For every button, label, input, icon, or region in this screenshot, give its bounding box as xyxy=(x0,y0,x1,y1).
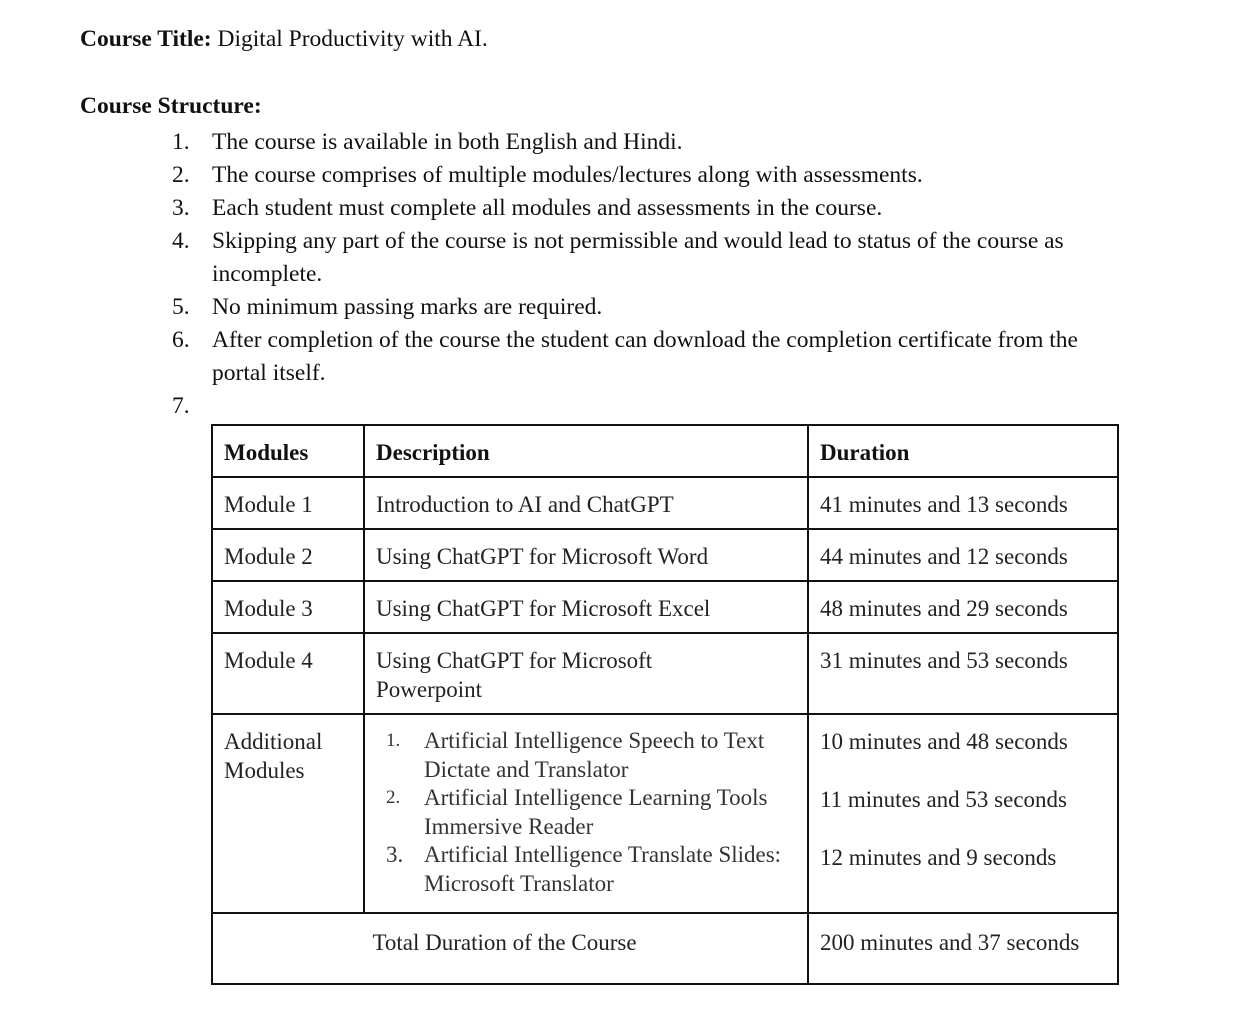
duration-text: 11 minutes and 53 seconds xyxy=(820,787,1068,812)
list-text: The course comprises of multiple modules/lectures along with assessments. xyxy=(212,162,923,188)
description-cell: Using ChatGPT for Microsoft Excel xyxy=(364,581,808,633)
table-row-total xyxy=(212,913,1118,984)
list-text: No minimum passing marks are required. xyxy=(212,294,603,320)
description-cell: Introduction to AI and ChatGPT xyxy=(364,477,808,529)
course-title-label: Course Title: xyxy=(80,26,212,52)
duration-text: 10 minutes and 48 seconds xyxy=(820,729,1068,754)
table-row xyxy=(212,581,1118,633)
table-row xyxy=(212,477,1118,529)
module-cell: Module 3 xyxy=(212,581,364,633)
list-item xyxy=(0,192,1120,225)
module-cell: Module 1 xyxy=(212,477,364,529)
list-number: 7. xyxy=(172,393,190,419)
list-item xyxy=(0,324,1120,390)
table-header-row xyxy=(212,425,1118,477)
header-duration: Duration xyxy=(808,425,1118,477)
list-text: Artificial Intelligence Learning Tools Immersive Reader xyxy=(424,785,768,839)
total-duration: 200 minutes and 37 seconds xyxy=(808,913,1118,984)
structure-list xyxy=(0,126,1120,419)
list-number: 3. xyxy=(172,195,190,221)
list-number: 6. xyxy=(172,327,190,353)
duration-text: 12 minutes and 9 seconds xyxy=(820,845,1057,870)
list-number: 4. xyxy=(172,228,190,254)
description-cell: Using ChatGPT for Microsoft Word xyxy=(364,529,808,581)
list-text: Each student must complete all modules and assessments in the course. xyxy=(212,195,883,221)
total-label: Total Duration of the Course xyxy=(212,913,808,984)
list-text: Artificial Intelligence Speech to Text Dictate and Translator xyxy=(424,728,765,782)
additional-modules-list xyxy=(376,727,796,898)
description-cell xyxy=(364,633,808,714)
list-text: After completion of the course the student can download the completion certificate from the portal itself. xyxy=(212,327,1078,386)
header-modules: Modules xyxy=(212,425,364,477)
list-number: 1. xyxy=(386,730,401,751)
course-title xyxy=(80,26,488,53)
module-cell: Additional Modules xyxy=(212,714,364,913)
duration-cell xyxy=(808,714,1118,913)
table-row-additional xyxy=(212,714,1118,913)
list-text: The course is available in both English and Hindi. xyxy=(212,129,683,155)
list-item xyxy=(376,784,796,841)
list-item xyxy=(0,159,1120,192)
list-text: Skipping any part of the course is not permissible and would lead to status of the course as incomplete. xyxy=(212,228,1064,287)
description-text: Using ChatGPT for Microsoft Powerpoint xyxy=(376,648,653,702)
duration-cell: 31 minutes and 53 seconds xyxy=(808,633,1118,714)
header-description: Description xyxy=(364,425,808,477)
duration-cell: 41 minutes and 13 seconds xyxy=(808,477,1118,529)
list-number: 2. xyxy=(386,787,401,808)
duration-cell: 48 minutes and 29 seconds xyxy=(808,581,1118,633)
list-text: Artificial Intelligence Translate Slides: Microsoft Translator xyxy=(424,842,782,896)
list-item xyxy=(0,126,1120,159)
list-item xyxy=(0,225,1120,291)
list-number: 5. xyxy=(172,294,190,320)
list-item xyxy=(0,291,1120,324)
list-number: 3. xyxy=(386,842,404,867)
list-item xyxy=(376,727,796,784)
list-number: 1. xyxy=(172,129,190,155)
module-cell: Module 2 xyxy=(212,529,364,581)
duration-cell: 44 minutes and 12 seconds xyxy=(808,529,1118,581)
table-row xyxy=(212,633,1118,714)
table-row xyxy=(212,529,1118,581)
description-cell xyxy=(364,714,808,913)
modules-table xyxy=(211,424,1119,985)
list-number: 2. xyxy=(172,162,190,188)
list-item xyxy=(376,841,796,898)
course-title-value: Digital Productivity with AI. xyxy=(217,26,488,52)
module-cell: Module 4 xyxy=(212,633,364,714)
course-structure-heading: Course Structure: xyxy=(80,93,262,119)
